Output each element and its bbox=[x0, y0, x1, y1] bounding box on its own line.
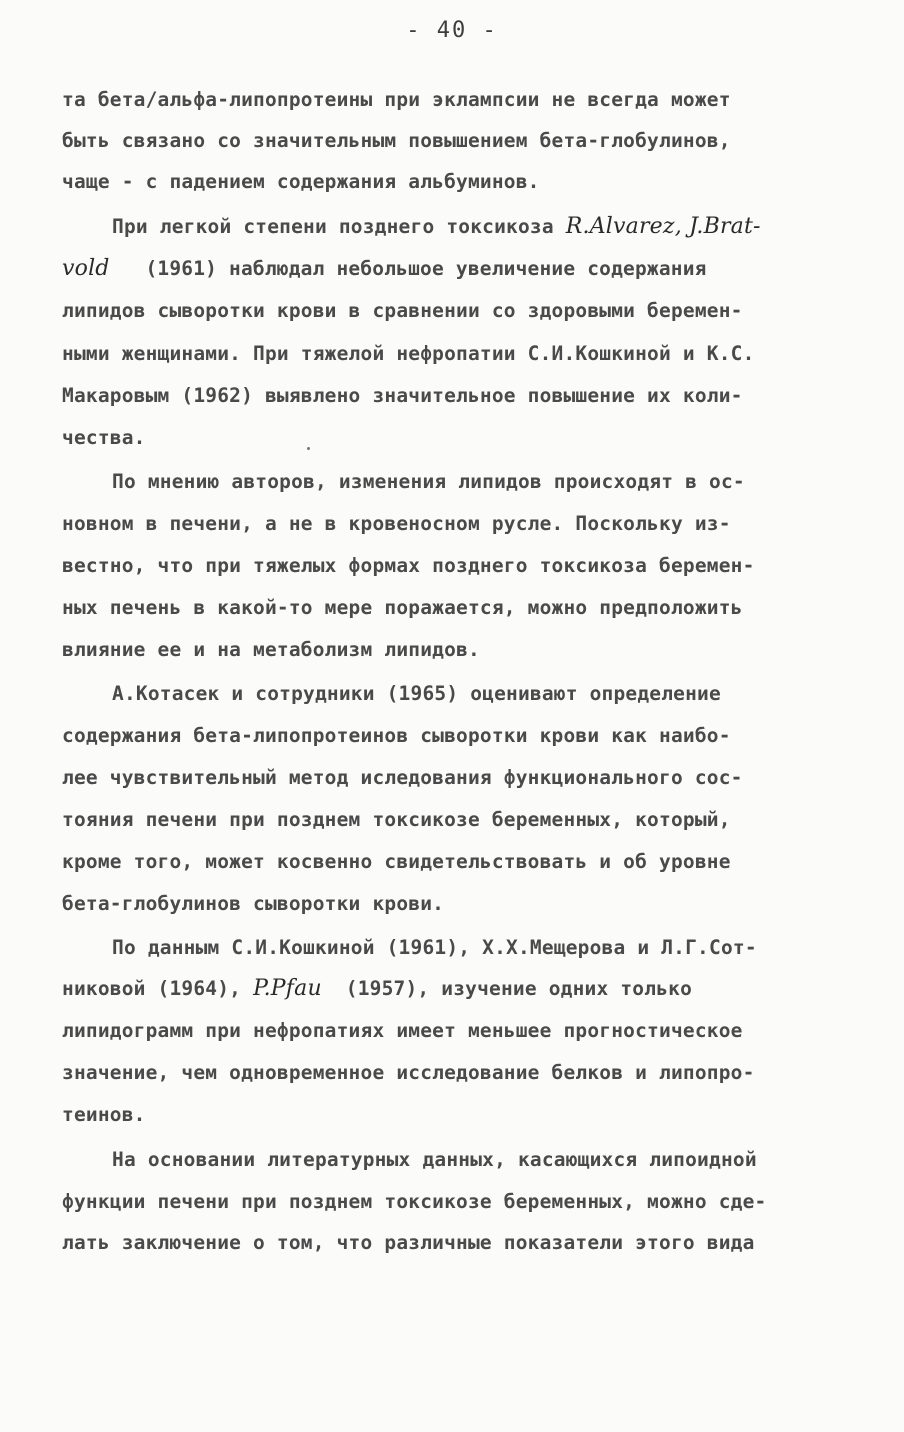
handwritten-author-name: P.Pfau bbox=[253, 976, 322, 1001]
text-line: бета-глобулинов сыворотки крови. bbox=[62, 892, 445, 915]
speck bbox=[307, 447, 310, 450]
text-line: лать заключение о том, что различные показатели этого вида bbox=[62, 1231, 755, 1254]
text-line: По мнению авторов, изменения липидов происходят в ос- bbox=[112, 470, 745, 493]
text-fragment: (1957), изучение одних только bbox=[345, 977, 693, 1000]
page-number: - 40 - bbox=[406, 18, 498, 43]
text-line bbox=[62, 975, 822, 1003]
text-line: вестно, что при тяжелых формах позднего токсикоза беремен- bbox=[62, 554, 755, 577]
text-line: лее чувствительный метод иследования функционального сос- bbox=[62, 766, 743, 789]
text-fragment: При легкой степени позднего токсикоза bbox=[112, 215, 554, 238]
handwritten-author-name: R.Alvarez, J.Brat- bbox=[565, 214, 761, 239]
text-line: тояния печени при позднем токсикозе беременных, который, bbox=[62, 808, 731, 831]
text-line: быть связано со значительным повышением бета-глобулинов, bbox=[62, 129, 731, 152]
text-fragment: никовой (1964), bbox=[62, 977, 242, 1000]
text-line: теинов. bbox=[62, 1103, 146, 1126]
text-line: А.Котасек и сотрудники (1965) оценивают определение bbox=[112, 682, 721, 705]
text-line bbox=[112, 213, 872, 241]
text-line: функции печени при позднем токсикозе беременных, можно сде- bbox=[62, 1190, 767, 1213]
text-line: ными женщинами. При тяжелой нефропатии С.И.Кошкиной и К.С. bbox=[62, 342, 755, 365]
text-line: На основании литературных данных, касающихся липоидной bbox=[112, 1148, 757, 1171]
text-line: ных печень в какой-то мере поражается, можно предположить bbox=[62, 596, 743, 619]
text-line: содержания бета-липопротеинов сыворотки крови как наибо- bbox=[62, 724, 731, 747]
text-line: липидограмм при нефропатиях имеет меньшее прогностическое bbox=[62, 1019, 743, 1042]
text-line bbox=[62, 255, 822, 283]
text-line: кроме того, может косвенно свидетельствовать и об уровне bbox=[62, 850, 731, 873]
text-line: новном в печени, а не в кровеносном русле. Поскольку из- bbox=[62, 512, 731, 535]
text-line: та бета/альфа-липопротеины при эклампсии не всегда может bbox=[62, 88, 731, 111]
text-line: чаще - с падением содержания альбуминов. bbox=[62, 170, 540, 193]
text-line: По данным С.И.Кошкиной (1961), Х.Х.Мещерова и Л.Г.Сот- bbox=[112, 936, 757, 959]
text-line: Макаровым (1962) выявлено значительное повышение их коли- bbox=[62, 384, 743, 407]
text-line: чества. bbox=[62, 426, 146, 449]
text-line: влияние ее и на метаболизм липидов. bbox=[62, 638, 480, 661]
text-line: липидов сыворотки крови в сравнении со здоровыми беремен- bbox=[62, 299, 743, 322]
text-line: значение, чем одновременное исследование белков и липопро- bbox=[62, 1061, 755, 1084]
handwritten-author-name-cont: vold bbox=[62, 256, 110, 281]
text-fragment: (1961) наблюдал небольшое увеличение содержания bbox=[145, 257, 707, 280]
